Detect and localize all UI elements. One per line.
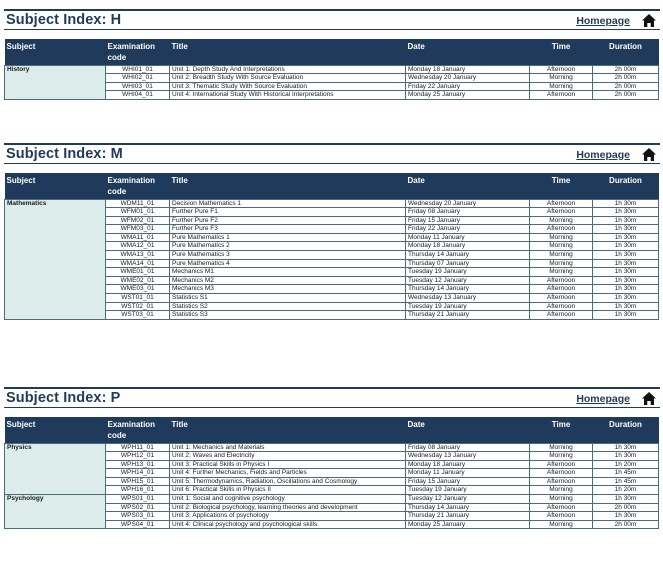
date-cell: Friday 15 January <box>406 216 530 225</box>
section-title-bar <box>4 387 660 408</box>
date-cell: Thursday 21 January <box>406 512 530 521</box>
exam-code-cell: WFM01_01 <box>106 208 170 217</box>
time-cell: Morning <box>530 486 593 495</box>
exam-code-cell: WHI03_01 <box>106 82 170 91</box>
duration-cell: 1h 30m <box>593 242 659 251</box>
date-cell: Friday 22 January <box>406 82 530 91</box>
duration-cell: 1h 45m <box>593 477 659 486</box>
header-duration: Duration <box>593 173 659 199</box>
time-cell: Morning <box>530 268 593 277</box>
duration-cell: 2h 00m <box>593 520 659 529</box>
header-code: Examination code <box>106 417 170 443</box>
exam-code-cell: WPH14_01 <box>106 469 170 478</box>
exam-code-cell: WMA11_01 <box>106 233 170 242</box>
date-cell: Tuesday 19 January <box>406 486 530 495</box>
title-cell: Unit 2: Breadth Study With Source Evaluation <box>170 74 406 83</box>
homepage-link[interactable]: Homepage <box>576 392 630 405</box>
duration-cell: 1h 30m <box>593 259 659 268</box>
header-date: Date <box>406 417 530 443</box>
section-title: Subject Index: P <box>6 390 121 406</box>
time-cell: Afternoon <box>530 91 593 100</box>
exam-code-cell: WHI02_01 <box>106 74 170 83</box>
time-cell: Afternoon <box>530 199 593 208</box>
duration-cell: 1h 30m <box>593 443 659 452</box>
time-cell: Afternoon <box>530 460 593 469</box>
exam-code-cell: WPS04_01 <box>106 520 170 529</box>
time-cell: Afternoon <box>530 469 593 478</box>
date-cell: Tuesday 19 January <box>406 268 530 277</box>
date-cell: Thursday 14 January <box>406 285 530 294</box>
header-duration: Duration <box>593 39 659 65</box>
header-time: Time <box>530 39 593 65</box>
duration-cell: 1h 30m <box>593 251 659 260</box>
date-cell: Thursday 21 January <box>406 311 530 320</box>
title-cell: Decision Mathematics 1 <box>170 199 406 208</box>
title-cell: Unit 1: Social and cognitive psychology <box>170 495 406 504</box>
title-cell: Unit 6: Practical Skills in Physics II <box>170 486 406 495</box>
exam-code-cell: WPS02_01 <box>106 503 170 512</box>
duration-cell: 1h 30m <box>593 311 659 320</box>
date-cell: Wednesday 13 January <box>406 294 530 303</box>
exam-code-cell: WFM02_01 <box>106 216 170 225</box>
duration-cell: 1h 45m <box>593 469 659 478</box>
title-cell: Statistics S1 <box>170 294 406 303</box>
title-cell: Mechanics M2 <box>170 276 406 285</box>
exam-code-cell: WME02_01 <box>106 276 170 285</box>
time-cell: Morning <box>530 233 593 242</box>
header-subject: Subject <box>5 173 106 199</box>
table-header-row <box>5 417 659 443</box>
table-row <box>5 495 659 504</box>
title-cell: Pure Mathematics 2 <box>170 242 406 251</box>
exam-code-cell: WPH16_01 <box>106 486 170 495</box>
date-cell: Monday 11 January <box>406 233 530 242</box>
time-cell: Afternoon <box>530 512 593 521</box>
duration-cell: 1h 30m <box>593 208 659 217</box>
title-cell: Unit 5: Thermodynamics, Radiation, Oscillations and Cosmology <box>170 477 406 486</box>
homepage-link-group[interactable] <box>576 12 656 29</box>
subject-index-p <box>4 387 660 529</box>
date-cell: Friday 15 January <box>406 477 530 486</box>
time-cell: Afternoon <box>530 294 593 303</box>
exam-table <box>4 417 659 529</box>
header-date: Date <box>406 173 530 199</box>
date-cell: Thursday 07 January <box>406 259 530 268</box>
homepage-link[interactable]: Homepage <box>576 14 630 27</box>
date-cell: Monday 25 January <box>406 520 530 529</box>
duration-cell: 2h 00m <box>593 82 659 91</box>
title-cell: Unit 3: Applications of psychology <box>170 512 406 521</box>
date-cell: Tuesday 19 January <box>406 302 530 311</box>
title-cell: Unit 2: Waves and Electricity <box>170 452 406 461</box>
date-cell: Thursday 14 January <box>406 503 530 512</box>
exam-table <box>4 39 659 100</box>
header-subject: Subject <box>5 39 106 65</box>
date-cell: Monday 18 January <box>406 242 530 251</box>
table-row <box>5 443 659 452</box>
subject-cell: Psychology <box>5 495 106 529</box>
header-title: Title <box>170 417 406 443</box>
title-cell: Further Pure F1 <box>170 208 406 217</box>
home-icon[interactable] <box>642 14 656 27</box>
exam-code-cell: WPS01_01 <box>106 495 170 504</box>
exam-code-cell: WST03_01 <box>106 311 170 320</box>
date-cell: Wednesday 20 January <box>406 199 530 208</box>
duration-cell: 1h 30m <box>593 216 659 225</box>
exam-code-cell: WPH13_01 <box>106 460 170 469</box>
exam-code-cell: WME03_01 <box>106 285 170 294</box>
section-title-bar <box>4 143 660 164</box>
duration-cell: 2h 00m <box>593 74 659 83</box>
header-code: Examination code <box>106 173 170 199</box>
exam-table <box>4 173 659 320</box>
duration-cell: 1h 30m <box>593 276 659 285</box>
date-cell: Monday 18 January <box>406 65 530 74</box>
header-title: Title <box>170 39 406 65</box>
duration-cell: 1h 30m <box>593 268 659 277</box>
time-cell: Morning <box>530 495 593 504</box>
header-title: Title <box>170 173 406 199</box>
title-cell: Pure Mathematics 3 <box>170 251 406 260</box>
homepage-link-group[interactable] <box>576 146 656 163</box>
duration-cell: 1h 30m <box>593 495 659 504</box>
date-cell: Wednesday 20 January <box>406 74 530 83</box>
subject-index-h <box>4 9 660 100</box>
title-cell: Mechanics M3 <box>170 285 406 294</box>
date-cell: Monday 11 January <box>406 469 530 478</box>
duration-cell: 2h 00m <box>593 503 659 512</box>
duration-cell: 1h 30m <box>593 452 659 461</box>
date-cell: Friday 08 January <box>406 443 530 452</box>
title-cell: Unit 4: Further Mechanics, Fields and Particles <box>170 469 406 478</box>
duration-cell: 2h 00m <box>593 65 659 74</box>
table-row <box>5 199 659 208</box>
duration-cell: 1h 20m <box>593 486 659 495</box>
time-cell: Morning <box>530 251 593 260</box>
date-cell: Friday 08 January <box>406 208 530 217</box>
time-cell: Morning <box>530 259 593 268</box>
subject-cell: Mathematics <box>5 199 106 319</box>
time-cell: Afternoon <box>530 208 593 217</box>
exam-code-cell: WST01_01 <box>106 294 170 303</box>
exam-code-cell: WMA13_01 <box>106 251 170 260</box>
table-body <box>5 65 659 99</box>
date-cell: Thursday 14 January <box>406 251 530 260</box>
time-cell: Afternoon <box>530 285 593 294</box>
time-cell: Morning <box>530 216 593 225</box>
header-duration: Duration <box>593 417 659 443</box>
header-code: Examination code <box>106 39 170 65</box>
subject-cell: History <box>5 65 106 99</box>
time-cell: Afternoon <box>530 225 593 234</box>
time-cell: Afternoon <box>530 311 593 320</box>
time-cell: Morning <box>530 443 593 452</box>
time-cell: Morning <box>530 242 593 251</box>
exam-code-cell: WME01_01 <box>106 268 170 277</box>
title-cell: Unit 3: Practical Skills in Physics I <box>170 460 406 469</box>
duration-cell: 1h 30m <box>593 512 659 521</box>
date-cell: Tuesday 12 January <box>406 495 530 504</box>
time-cell: Afternoon <box>530 302 593 311</box>
title-cell: Unit 4: Clinical psychology and psychological skills <box>170 520 406 529</box>
date-cell: Friday 22 January <box>406 225 530 234</box>
time-cell: Morning <box>530 82 593 91</box>
exam-code-cell: WFM03_01 <box>106 225 170 234</box>
time-cell: Afternoon <box>530 276 593 285</box>
exam-code-cell: WMA14_01 <box>106 259 170 268</box>
title-cell: Further Pure F3 <box>170 225 406 234</box>
time-cell: Afternoon <box>530 65 593 74</box>
exam-code-cell: WPH15_01 <box>106 477 170 486</box>
duration-cell: 2h 00m <box>593 91 659 100</box>
date-cell: Monday 18 January <box>406 460 530 469</box>
time-cell: Morning <box>530 520 593 529</box>
title-cell: Unit 4: International Study With Historical Interpretations <box>170 91 406 100</box>
time-cell: Afternoon <box>530 503 593 512</box>
subject-index-m <box>4 143 660 320</box>
home-icon[interactable] <box>642 148 656 161</box>
date-cell: Tuesday 12 January <box>406 276 530 285</box>
table-body <box>5 443 659 529</box>
title-cell: Statistics S3 <box>170 311 406 320</box>
title-cell: Mechanics M1 <box>170 268 406 277</box>
exam-code-cell: WMA12_01 <box>106 242 170 251</box>
exam-code-cell: WPH12_01 <box>106 452 170 461</box>
table-header-row <box>5 173 659 199</box>
title-cell: Unit 3: Thematic Study With Source Evaluation <box>170 82 406 91</box>
time-cell: Afternoon <box>530 477 593 486</box>
title-cell: Pure Mathematics 4 <box>170 259 406 268</box>
title-cell: Unit 2: Biological psychology, learning theories and development <box>170 503 406 512</box>
time-cell: Morning <box>530 74 593 83</box>
exam-code-cell: WHI01_01 <box>106 65 170 74</box>
title-cell: Unit 1: Mechanics and Materials <box>170 443 406 452</box>
table-row <box>5 65 659 74</box>
duration-cell: 1h 30m <box>593 285 659 294</box>
exam-code-cell: WST02_01 <box>106 302 170 311</box>
header-subject: Subject <box>5 417 106 443</box>
time-cell: Morning <box>530 452 593 461</box>
section-title: Subject Index: M <box>6 146 123 162</box>
title-cell: Pure Mathematics 1 <box>170 233 406 242</box>
duration-cell: 1h 30m <box>593 225 659 234</box>
section-title: Subject Index: H <box>6 12 122 28</box>
exam-code-cell: WHI04_01 <box>106 91 170 100</box>
date-cell: Monday 25 January <box>406 91 530 100</box>
duration-cell: 1h 20m <box>593 460 659 469</box>
subject-cell: Physics <box>5 443 106 495</box>
header-time: Time <box>530 417 593 443</box>
homepage-link-group[interactable] <box>576 390 656 407</box>
header-date: Date <box>406 39 530 65</box>
section-title-bar <box>4 9 660 30</box>
title-cell: Unit 1: Depth Study And Interpretations <box>170 65 406 74</box>
date-cell: Wednesday 13 January <box>406 452 530 461</box>
exam-code-cell: WPS03_01 <box>106 512 170 521</box>
table-header-row <box>5 39 659 65</box>
exam-code-cell: WPH11_01 <box>106 443 170 452</box>
table-body <box>5 199 659 319</box>
home-icon[interactable] <box>642 392 656 405</box>
duration-cell: 1h 30m <box>593 302 659 311</box>
exam-code-cell: WDM11_01 <box>106 199 170 208</box>
title-cell: Further Pure F2 <box>170 216 406 225</box>
duration-cell: 1h 30m <box>593 233 659 242</box>
duration-cell: 1h 30m <box>593 294 659 303</box>
header-time: Time <box>530 173 593 199</box>
duration-cell: 1h 30m <box>593 199 659 208</box>
title-cell: Statistics S2 <box>170 302 406 311</box>
homepage-link[interactable]: Homepage <box>576 148 630 161</box>
